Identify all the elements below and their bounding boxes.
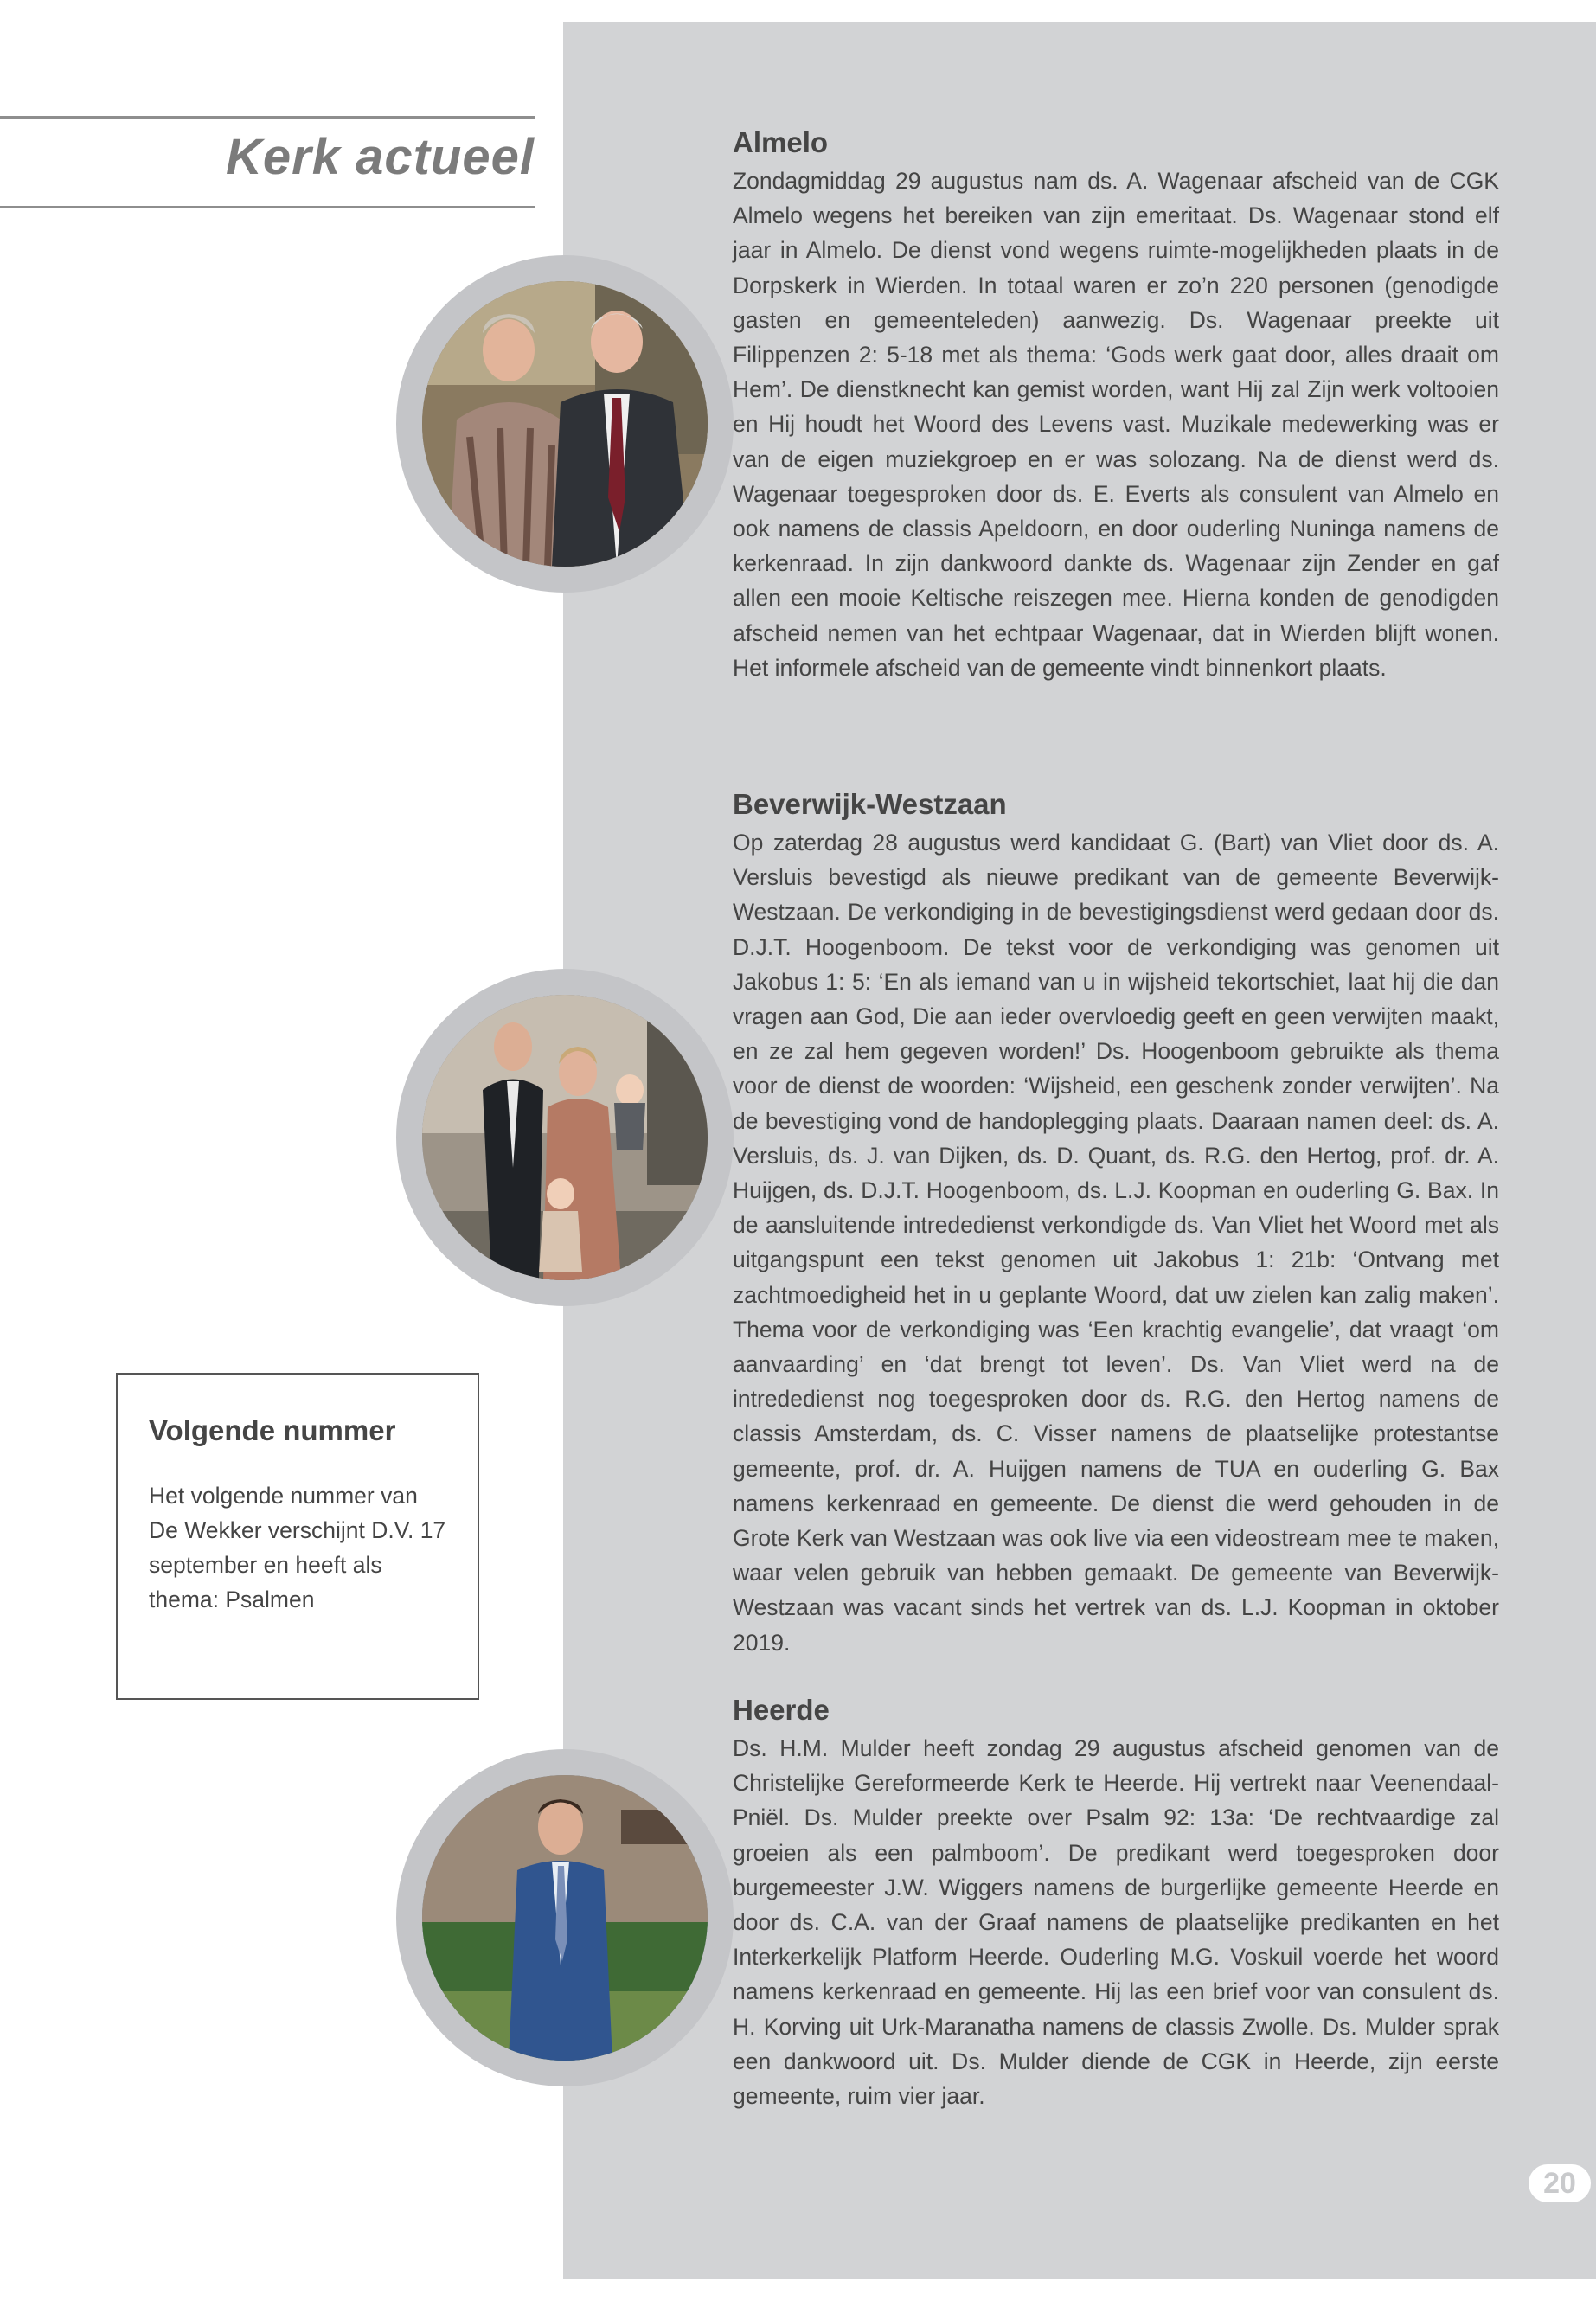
article-almelo — [733, 125, 1499, 685]
article-body: Ds. H.M. Mulder heeft zondag 29 augustus afscheid genomen van de Christelijke Gereformeerde Kerk te Heerde. Hij vertrekt naar Veenendaal-Pniël. Ds. Mulder preekte over Psalm 92: 13a: ‘De rechtvaardige zal groeien als een palmboom’. De predikant werd toegesproken door burgemeester J.W. Wiggers namens de burgerlijke gemeente Heerde en door ds. C.A. van der Graaf namens de plaatselijke predikanten en het Interkerkelijk Platform Heerde. Ouderling M.G. Voskuil voerde het woord namens kerkenraad en gemeente. Hij las een brief voor van consulent ds. H. Korving uit Urk-Maranatha namens de classis Zwolle. Ds. Mulder sprak een dankwoord uit. Ds. Mulder diende de CGK in Heerde, zijn eerste gemeente, ruim vier jaar. — [733, 1735, 1499, 2110]
article-title: Almelo — [733, 126, 829, 158]
next-issue-box — [116, 1373, 479, 1700]
article-body: Zondagmiddag 29 augustus nam ds. A. Wagenaar afscheid van de CGK Almelo wegens het bereiken van zijn emeritaat. Ds. Wagenaar stond elf jaar in Almelo. De dienst vond wegens ruimte-mogelijkheden plaats in de Dorpskerk in Wierden. In totaal waren er zo’n 220 personen (genodigde gasten en gemeenteleden) aanwezig. Ds. Wagenaar preekte uit Filippenzen 2: 5-18 met als thema: ‘Gods werk gaat door, alles draait om Hem’. De dienstknecht kan gemist worden, want Hij zal Zijn werk voltooien en Hij houdt het Woord des Levens vast. Muzikale medewerking was er van de eigen muziekgroep en er was solozang. Na de dienst werd ds. Wagenaar toegesproken door ds. E. Everts als consulent van Almelo en ook namens de classis Apeldoorn, en door ouderling Nuninga namens de kerkenraad. In zijn dankwoord dankte ds. Wagenaar zijn Zender en gaf allen een mooie Keltische reiszegen mee. Hierna konden de genodigden afscheid nemen van het echtpaar Wagenaar, dat in Wierden blijft wonen. Het informele afscheid van de gemeente vindt binnenkort plaats. — [733, 168, 1499, 681]
photo-almelo-couple — [422, 281, 708, 567]
page-number: 20 — [1529, 2164, 1591, 2202]
article-title: Heerde — [733, 1694, 830, 1726]
header-rule-top — [0, 116, 535, 119]
photo-frame-almelo — [396, 255, 734, 593]
header-rule-bottom — [0, 206, 535, 208]
photo-heerde-minister — [422, 1775, 708, 2061]
article-heerde — [733, 1693, 1499, 2113]
photo-frame-heerde — [396, 1749, 734, 2086]
photo-frame-beverwijk — [396, 969, 734, 1306]
section-title: Kerk actueel — [226, 129, 535, 185]
photo-beverwijk-family — [422, 995, 708, 1280]
article-title: Beverwijk-Westzaan — [733, 788, 1007, 820]
article-body: Op zaterdag 28 augustus werd kandidaat G. (Bart) van Vliet door ds. A. Versluis bevestigd als nieuwe predikant van de gemeente Beverwijk-Westzaan. De verkondiging in de bevestigingsdienst werd gedaan door ds. D.J.T. Hoogenboom. De tekst voor de verkondiging was genomen uit Jakobus 1: 5: ‘En als iemand van u in wijsheid tekortschiet, laat hij die dan vragen aan God, Die aan ieder overvloedig geeft en geen verwijten maakt, en ze zal hem gegeven worden!’ Ds. Hoogenboom gebruikte als thema voor de dienst de woorden: ‘Wijsheid, een geschenk zonder verwijten’. Na de bevestiging vond de handoplegging plaats. Daaraan namen deel: ds. A. Versluis, ds. J. van Dijken, ds. D. Quant, ds. R.G. den Hertog, prof. dr. A. Huijgen, ds. D.J.T. Hoogenboom, ds. L.J. Koopman en ouderling G. Bax. In de aansluitende intrededienst verkondigde ds. Van Vliet het Woord met als uitgangspunt een tekst genomen uit Jakobus 1: 21b: ‘Ontvang met zachtmoedigheid het in u geplante Woord, dat uw zielen kan zalig maken’. Thema voor de verkondiging was ‘Een krachtig evangelie’, dat vraagt ‘om aanvaarding’ en ‘dat brengt tot leven’. Ds. Van Vliet werd na de intrededienst nog toegesproken door ds. R.G. den Hertog namens de classis Amsterdam, ds. C. Visser namens de plaatselijke protestantse gemeente, prof. dr. A. Huijgen namens de TUA en ouderling G. Bax namens kerkenraad en gemeente. De dienst die werd gehouden in de Grote Kerk van Westzaan was ook live via een videostream mee te maken, waar velen gebruik van hebben gemaakt. De gemeente van Beverwijk-Westzaan was vacant sinds het vertrek van ds. L.J. Koopman in oktober 2019. — [733, 830, 1499, 1656]
next-issue-text: Het volgende nummer van De Wekker verschijnt D.V. 17 september en heeft als thema: Psalmen — [149, 1483, 446, 1612]
article-beverwijk-westzaan — [733, 787, 1499, 1660]
next-issue-title: Volgende nummer — [149, 1414, 396, 1446]
